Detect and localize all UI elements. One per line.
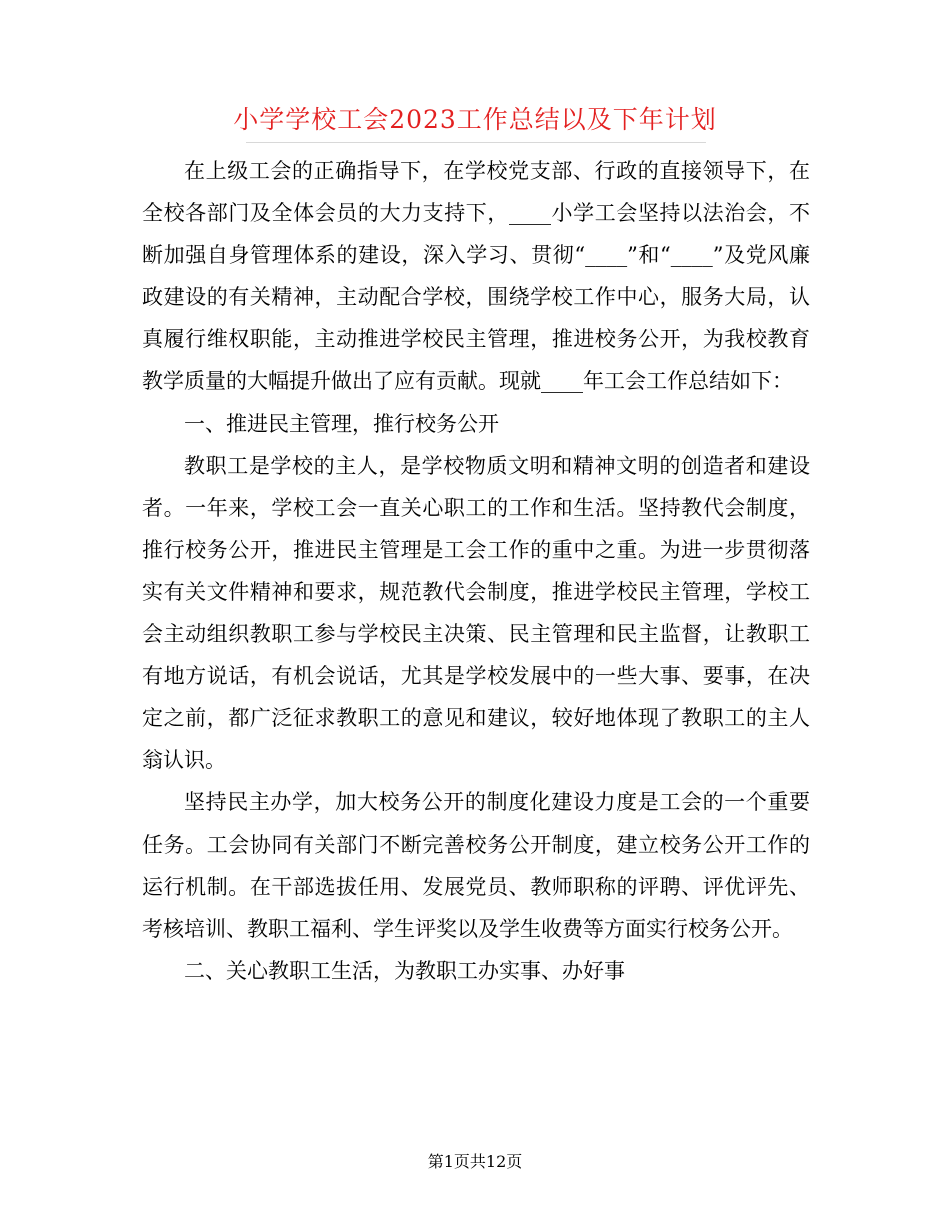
- paragraph-intro: 在上级工会的正确指导下，在学校党支部、行政的直接领导下，在全校各部门及全体会员的大力支持下，____小学工会坚持以法治会，不断加强自身管理体系的建设，深入学习、贯彻“____”和“____”及党风廉政建设的有关精神，主动配合学校，围绕学校工作中心，服务大局，认真履行维权职能，主动推进学校民主管理，推进校务公开，为我校教育教学质量的大幅提升做出了应有贡献。现就____年工会工作总结如下：: [142, 159, 810, 394]
- section-heading-2: 二、关心教职工生活，为教职工办实事、办好事: [184, 958, 625, 983]
- document-body: [142, 150, 810, 992]
- title-divider: [246, 142, 706, 143]
- document-title: 小学学校工会2023工作总结以及下年计划: [233, 105, 717, 134]
- paragraph-school-affairs: 坚持民主办学，加大校务公开的制度化建设力度是工会的一个重要任务。工会协同有关部门不断完善校务公开制度，建立校务公开工作的运行机制。在干部选拔任用、发展党员、教师职称的评聘、评优评先、考核培训、教职工福利、学生评奖以及学生收费等方面实行校务公开。: [142, 790, 810, 941]
- page-number: 第1页共12页: [427, 1152, 523, 1171]
- section-heading-1: 一、推进民主管理，推行校务公开: [184, 411, 499, 436]
- paragraph-democratic-management: 教职工是学校的主人，是学校物质文明和精神文明的创造者和建设者。一年来，学校工会一直关心职工的工作和生活。坚持教代会制度，推行校务公开，推进民主管理是工会工作的重中之重。为进一步贯彻落实有关文件精神和要求，规范教代会制度，推进学校民主管理，学校工会主动组织教职工参与学校民主决策、民主管理和民主监督，让教职工有地方说话，有机会说话，尤其是学校发展中的一些大事、要事，在决定之前，都广泛征求教职工的意见和建议，较好地体现了教职工的主人翁认识。: [142, 453, 810, 773]
